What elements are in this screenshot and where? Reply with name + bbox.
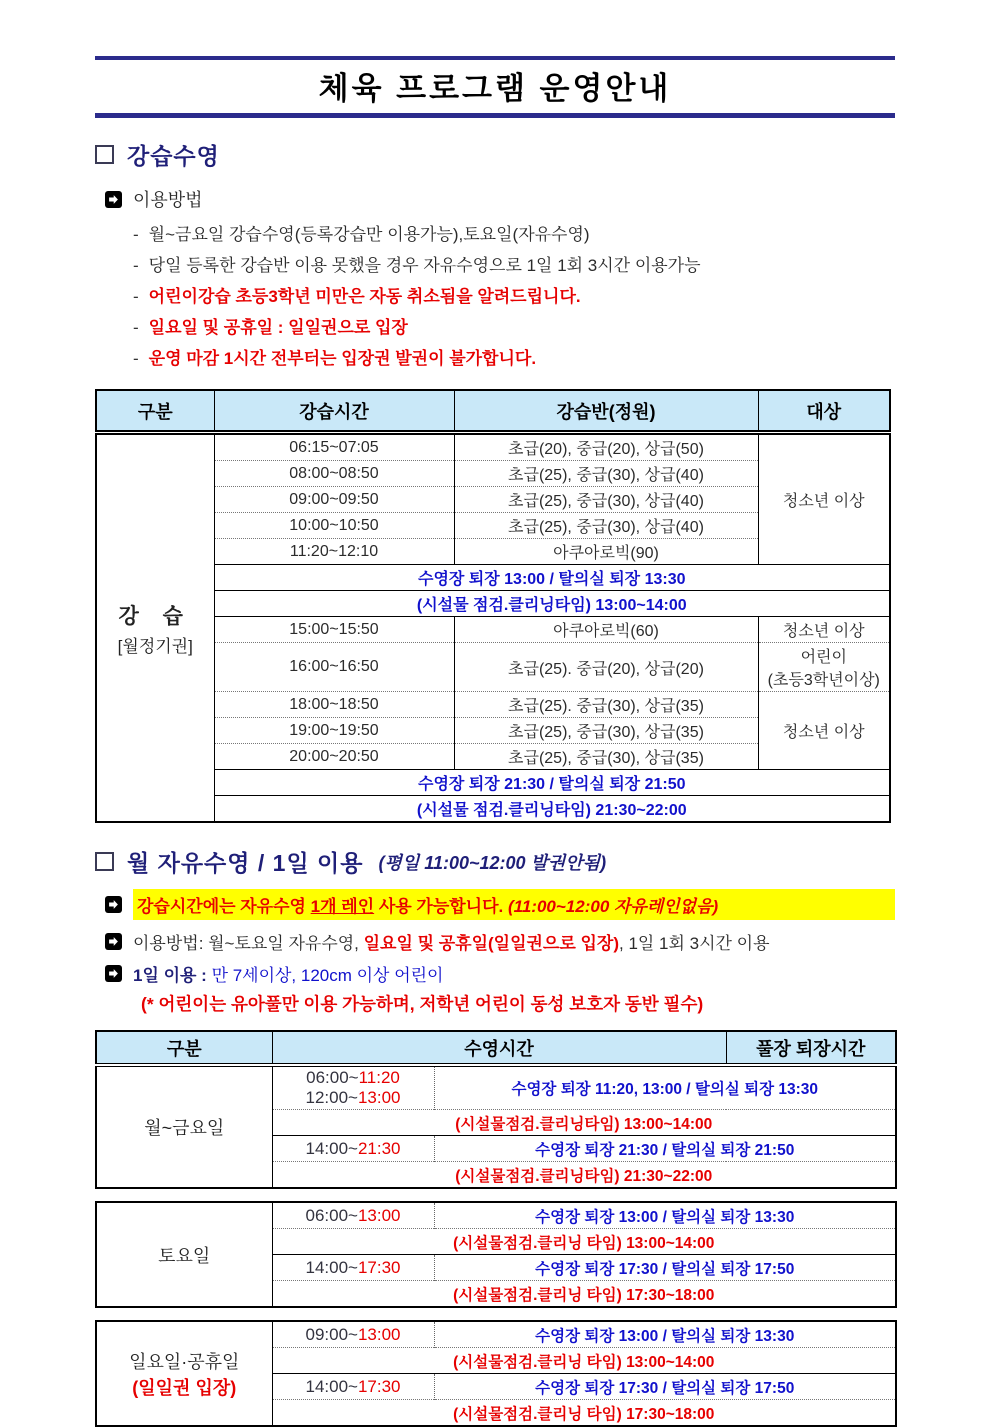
col-header-target: 대상 (758, 390, 890, 433)
list-item: - 월~금요일 강습수영(등록강습만 이용가능),토요일(자유수영) (133, 219, 895, 250)
class-cell: 초급(25), 중급(30), 상급(40) (454, 461, 758, 487)
free-swim-usage-line (105, 929, 895, 954)
time-cell: 18:00~18:50 (214, 692, 454, 718)
one-day-use-line (105, 961, 895, 986)
exit-message-cell: 수영장 퇴장 13:00 / 탈의실 퇴장 13:30 (535, 1327, 795, 1345)
time-cell: 10:00~10:50 (214, 513, 454, 539)
exit-notice-cell: 수영장 퇴장 13:00 / 탈의실 퇴장 13:30 (214, 565, 890, 591)
time-cell: 08:00~08:50 (214, 461, 454, 487)
class-cell: 초급(25), 중급(30), 상급(35) (454, 718, 758, 744)
group-sublabel: [월정기권] (117, 636, 193, 656)
time-cell: 06:00~13:00 (272, 1202, 434, 1229)
class-cell: 초급(25), 중급(30), 상급(40) (454, 487, 758, 513)
target-cell: 청소년 이상 (758, 617, 890, 643)
page-title: 체육 프로그램 운영안내 (318, 71, 672, 106)
col-header-class-capacity: 강습반(정원) (454, 390, 758, 433)
class-cell: 아쿠아로빅(60) (454, 617, 758, 643)
cleaning-message-cell: (시설물점검.클리닝 타임) 13:00~14:00 (272, 1229, 896, 1255)
title-block (95, 56, 895, 118)
class-cell: 초급(25). 중급(30), 상급(35) (454, 692, 758, 718)
dash-bullet: - (133, 287, 139, 306)
table-row (96, 643, 890, 692)
col-header-lesson-time: 강습시간 (214, 390, 454, 433)
list-item: - 당일 등록한 강습반 이용 못했을 경우 자유수영으로 1일 1회 3시간 이용가능 (133, 250, 895, 281)
group-label-cell (96, 1321, 272, 1426)
group-label: 강 습 (118, 604, 192, 628)
exit-notice-cell: 수영장 퇴장 21:30 / 탈의실 퇴장 21:50 (214, 770, 890, 796)
notice-row (96, 565, 890, 591)
time-cell: 09:00~09:50 (214, 487, 454, 513)
usage-method-line (105, 186, 895, 212)
lane-highlight-line (105, 889, 895, 920)
free-swim-usage-text: 이용방법: 월~토요일 자유수영, 일요일 및 공휴일(일일권으로 입장), 1일 1회 3시간 이용 (133, 934, 770, 953)
time-range: 12:00~13:00 (305, 1088, 401, 1107)
notice-row (96, 591, 890, 617)
time-cell: 14:00~17:30 (272, 1255, 434, 1281)
section2-heading-label: 월 자유수영 / 1일 이용 (127, 850, 364, 876)
list-item: - 일요일 및 공휴일 : 일일권으로 입장 (133, 312, 895, 343)
time-cell: 09:00~13:00 (272, 1321, 434, 1348)
dash-bullet: - (133, 349, 139, 368)
target-line: 어린이 (800, 649, 847, 666)
time-cell: 06:15~07:05 (214, 433, 454, 461)
group-label-cell (96, 433, 214, 823)
arrow-bullet-icon (105, 191, 122, 208)
weekday-free-swim-table (95, 1030, 897, 1189)
square-bullet-icon (95, 145, 114, 164)
time-cell: 19:00~19:50 (214, 718, 454, 744)
cleaning-message-cell: (시설물점검.클리닝타임) 21:30~22:00 (272, 1162, 896, 1189)
group-label-cell: 월~금요일 (96, 1065, 272, 1188)
dash-bullet: - (133, 318, 139, 337)
table-row (96, 617, 890, 643)
cleaning-message-cell: (시설물점검.클리닝타임) 13:00~14:00 (272, 1110, 896, 1136)
group-label-cell: 토요일 (96, 1202, 272, 1307)
cleaning-message-cell: (시설물점검.클리닝 타임) 17:30~18:00 (272, 1400, 896, 1427)
class-cell: 아쿠아로빅(90) (454, 539, 758, 565)
class-cell: 초급(25). 중급(20), 상급(20) (454, 643, 758, 692)
lesson-swim-schedule-table (95, 389, 891, 823)
class-cell: 초급(25), 중급(30), 상급(35) (454, 744, 758, 770)
time-cell: 11:20~12:10 (214, 539, 454, 565)
time-cell: 20:00~20:50 (214, 744, 454, 770)
section1-heading-label: 강습수영 (127, 143, 220, 169)
class-cell: 초급(20), 중급(20), 상급(50) (454, 433, 758, 461)
cleaning-message-cell: (시설물점검.클리닝 타임) 13:00~14:00 (272, 1348, 896, 1374)
table-row (96, 692, 890, 718)
time-cell: 15:00~15:50 (214, 617, 454, 643)
time-cell: 14:00~17:30 (272, 1374, 434, 1400)
class-cell: 초급(25), 중급(30), 상급(40) (454, 513, 758, 539)
table-row (96, 433, 890, 461)
group-label: 일요일·공휴일 (129, 1351, 240, 1372)
time-cell: 16:00~16:50 (214, 643, 454, 692)
section1-heading (95, 138, 895, 171)
table-header-row (96, 390, 890, 433)
dash-bullet: - (133, 256, 139, 275)
cleaning-notice-cell: (시설물 점검.클리닝타임) 13:00~14:00 (214, 591, 890, 617)
section2-heading (95, 845, 895, 878)
notice-row (96, 796, 890, 823)
list-item: - 어린이강습 초등3학년 미만은 자동 취소됨을 알려드립니다. (133, 281, 895, 312)
cleaning-message-cell: (시설물점검.클리닝 타임) 17:30~18:00 (272, 1281, 896, 1308)
arrow-bullet-icon (105, 933, 122, 950)
target-cell: 청소년 이상 (758, 433, 890, 565)
col-header-category: 구분 (96, 1031, 272, 1065)
table-row (96, 1065, 896, 1110)
arrow-bullet-icon (105, 896, 122, 913)
usage-method-label: 이용방법 (133, 190, 203, 210)
target-cell (758, 643, 890, 692)
col-header-category: 구분 (96, 390, 214, 433)
target-cell: 청소년 이상 (758, 692, 890, 770)
time-cell: 14:00~21:30 (272, 1136, 434, 1162)
col-header-pool-exit: 풀장 퇴장시간 (726, 1031, 896, 1065)
cleaning-notice-cell: (시설물 점검.클리닝타임) 21:30~22:00 (214, 796, 890, 823)
notice-row (96, 770, 890, 796)
time-range: 06:00~11:20 (306, 1068, 400, 1087)
target-line: (초등3학년이상) (767, 672, 880, 689)
arrow-bullet-icon (105, 965, 122, 982)
saturday-free-swim-table (95, 1201, 897, 1308)
exit-message-cell: 수영장 퇴장 17:30 / 탈의실 퇴장 17:50 (434, 1255, 896, 1281)
child-note: (* 어린이는 유아풀만 이용 가능하며, 저학년 어린이 동성 보호자 동반 필수) (141, 994, 704, 1014)
col-header-swim-time: 수영시간 (272, 1031, 726, 1065)
sunday-holiday-free-swim-table (95, 1320, 897, 1427)
table-row (96, 1321, 896, 1348)
list-item: - 운영 마감 1시간 전부터는 입장권 발권이 불가합니다. (133, 343, 895, 374)
usage-rules-list (95, 219, 895, 374)
table-row (96, 1202, 896, 1229)
one-day-use-text: 1일 이용 : 만 7세이상, 120cm 이상 어린이 (133, 966, 444, 985)
section2-heading-note: (평일 11:00~12:00 발권안됨) (378, 852, 607, 873)
dash-bullet: - (133, 225, 139, 244)
exit-message-cell: 수영장 퇴장 17:30 / 탈의실 퇴장 17:50 (434, 1374, 896, 1400)
square-bullet-icon (95, 852, 114, 871)
exit-message-cell: 수영장 퇴장 21:30 / 탈의실 퇴장 21:50 (434, 1136, 896, 1162)
exit-message-cell: 수영장 퇴장 13:00 / 탈의실 퇴장 13:30 (535, 1208, 795, 1226)
lane-highlight-text: 강습시간에는 자유수영 1개 레인 사용 가능합니다. (11:00~12:00 자유레인없음) (133, 889, 895, 920)
exit-message-cell: 수영장 퇴장 11:20, 13:00 / 탈의실 퇴장 13:30 (511, 1081, 819, 1098)
group-sublabel: (일일권 입장) (132, 1377, 237, 1398)
time-cell (272, 1065, 434, 1110)
table-header-row (96, 1031, 896, 1065)
